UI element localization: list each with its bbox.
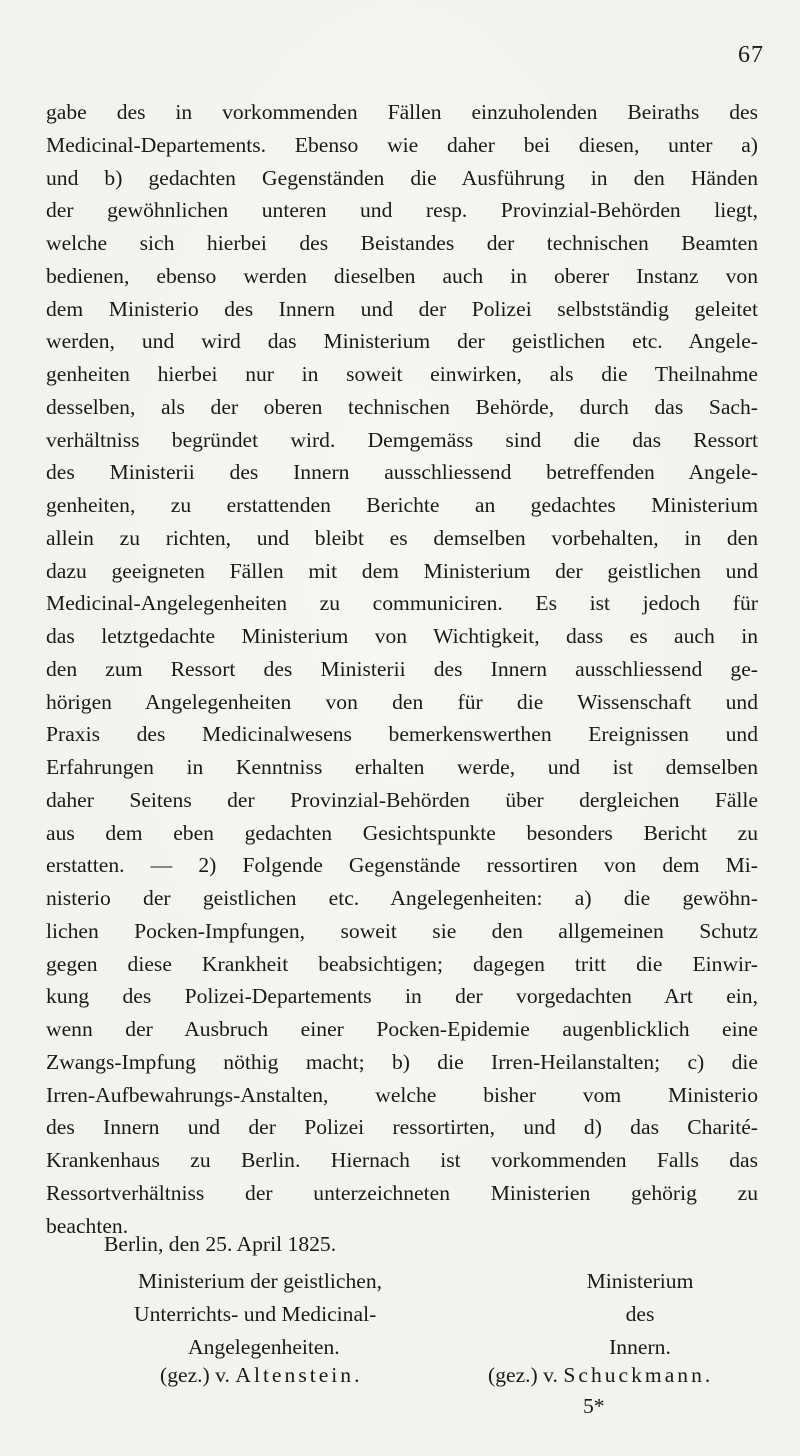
signature-block-left — [132, 1265, 452, 1364]
text-line: lichen Pocken-Impfungen, soweit sie den allgemeinen Schutz — [46, 918, 758, 943]
body-text — [46, 96, 758, 1242]
signature-right-line2: des — [625, 1302, 655, 1326]
text-line: desselben, als der oberen technischen Behörde, durch das Sach- — [46, 394, 758, 419]
text-line: Irren-Aufbewahrungs-Anstalten, welche bisher vom Ministerio — [46, 1082, 758, 1107]
text-line: gabe des in vorkommenden Fällen einzuholenden Beiraths des — [46, 100, 758, 124]
text-line: genheiten, zu erstattenden Berichte an gedachtes Ministerium — [46, 493, 758, 517]
signatory-right-name: Schuckmann. — [563, 1363, 714, 1387]
text-line: das letztgedachte Ministerium von Wichtigkeit, dass es auch in — [46, 624, 758, 648]
text-line: Praxis des Medicinalwesens bemerkenswerthen Ereignissen und — [46, 722, 758, 747]
text-line: erstatten. — 2) Folgende Gegenstände ressortiren von dem Mi- — [46, 853, 758, 878]
signature-right-line3: Innern. — [609, 1335, 671, 1359]
text-line: kung des Polizei-Departements in der vorgedachten Art ein, — [46, 984, 758, 1009]
text-line: allein zu richten, und bleibt es demselben vorbehalten, in den — [46, 525, 758, 550]
dateline: Berlin, den 25. April 1825. — [104, 1232, 337, 1256]
signatory-left-name: Altenstein. — [235, 1363, 363, 1387]
text-line: den zum Ressort des Ministerii des Innern ausschliessend ge- — [46, 656, 758, 681]
text-line: Zwangs-Impfung nöthig macht; b) die Irren-Heilanstalten; c) die — [46, 1049, 758, 1074]
text-line: werden, und wird das Ministerium der geistlichen etc. Angele- — [46, 329, 758, 354]
signature-right-line1: Ministerium — [586, 1269, 694, 1293]
signature-left-line1: Ministerium der geistlichen, — [138, 1269, 383, 1293]
signature-left-line2: Unterrichts- und Medicinal- — [134, 1302, 377, 1326]
signatory-left — [160, 1363, 363, 1388]
text-line: verhältniss begründet wird. Demgemäss sind die das Ressort — [46, 427, 758, 452]
text-line: nisterio der geistlichen etc. Angelegenheiten: a) die gewöhn- — [46, 886, 758, 910]
text-line: Medicinal-Angelegenheiten zu communiciren. Es ist jedoch für — [46, 591, 758, 616]
text-line: bedienen, ebenso werden dieselben auch in oberer Instanz von — [46, 263, 758, 288]
text-line: Krankenhaus zu Berlin. Hiernach ist vorkommenden Falls das — [46, 1148, 758, 1172]
text-line: hörigen Angelegenheiten von den für die Wissenschaft und — [46, 689, 758, 714]
signatory-right — [488, 1363, 713, 1388]
text-line: Erfahrungen in Kenntniss erhalten werde, und ist demselben — [46, 755, 758, 779]
text-line: der gewöhnlichen unteren und resp. Provinzial-Behörden liegt, — [46, 198, 758, 223]
text-line: Ressortverhältniss der unterzeichneten Ministerien gehörig zu — [46, 1180, 758, 1205]
signature-left-line3: Angelegenheiten. — [188, 1335, 340, 1359]
page-number: 67 — [738, 42, 764, 68]
text-line: gegen diese Krankheit beabsichtigen; dagegen tritt die Einwir- — [46, 951, 758, 976]
signatory-right-prefix: (gez.) v. — [488, 1363, 558, 1387]
text-line: aus dem eben gedachten Gesichtspunkte besonders Bericht zu — [46, 820, 758, 845]
text-line: genheiten hierbei nur in soweit einwirken, als die Theilnahme — [46, 362, 758, 386]
text-line-last: beachten. — [46, 1213, 129, 1238]
text-line: wenn der Ausbruch einer Pocken-Epidemie augenblicklich eine — [46, 1017, 758, 1041]
text-line: des Ministerii des Innern ausschliessend betreffenden Angele- — [46, 460, 758, 485]
text-line: Medicinal-Departements. Ebenso wie daher bei diesen, unter a) — [46, 132, 758, 157]
signatory-left-prefix: (gez.) v. — [160, 1363, 230, 1387]
text-line: des Innern und der Polizei ressortirten, und d) das Charité- — [46, 1115, 758, 1140]
text-line: dazu geeigneten Fällen mit dem Ministerium der geistlichen und — [46, 558, 758, 583]
text-line: und b) gedachten Gegenständen die Ausführung in den Händen — [46, 165, 758, 190]
text-line: welche sich hierbei des Beistandes der technischen Beamten — [46, 231, 758, 255]
signature-block-right — [540, 1265, 740, 1364]
sheet-signature-mark: 5* — [583, 1394, 605, 1418]
text-line: daher Seitens der Provinzial-Behörden über dergleichen Fälle — [46, 787, 758, 812]
text-line: dem Ministerio des Innern und der Polizei selbstständig geleitet — [46, 296, 758, 321]
